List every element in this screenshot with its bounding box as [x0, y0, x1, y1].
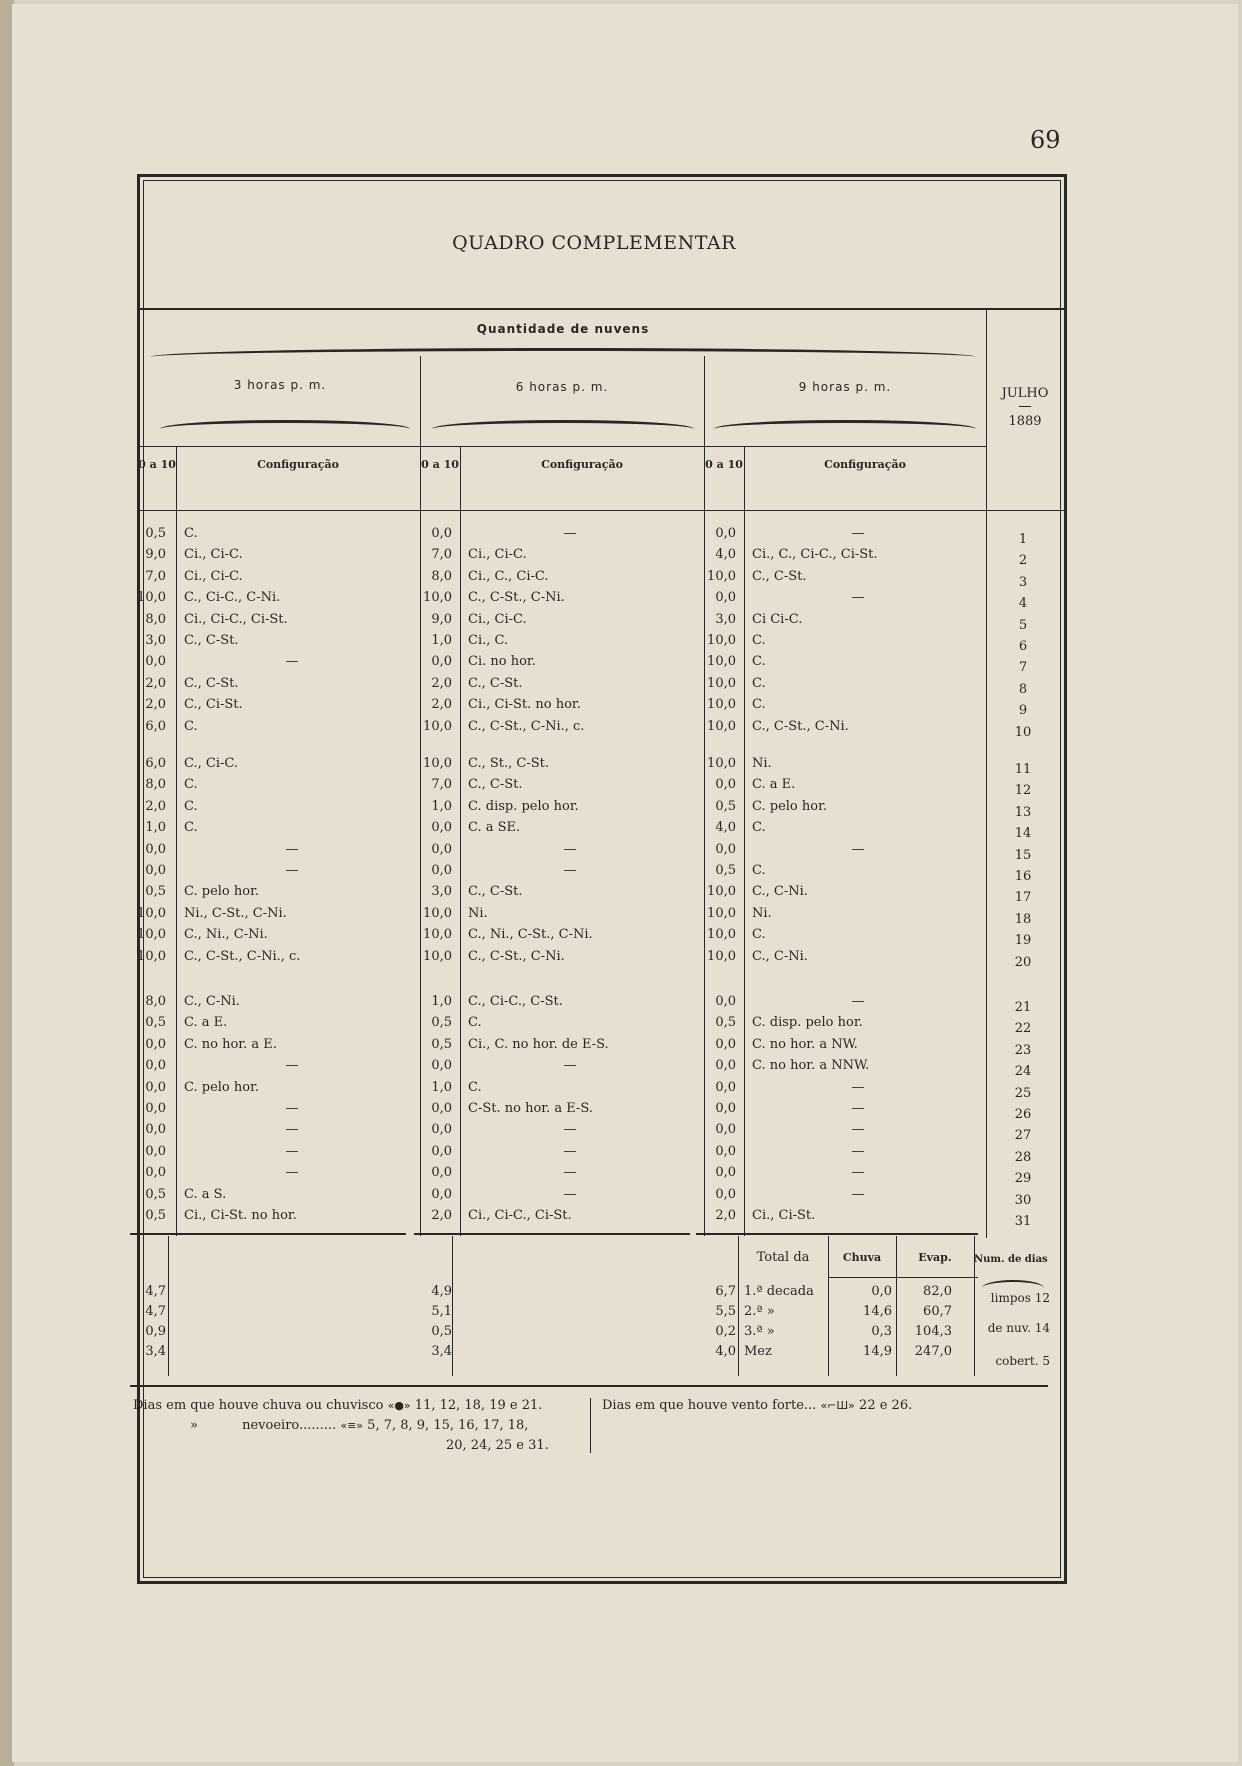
footer-fog-days-1: 5, 7, 8, 9, 15, 16, 17, 18,: [367, 1418, 529, 1433]
config-3pm: C.: [184, 718, 198, 734]
config-3pm-dash: —: [285, 654, 299, 670]
config-6pm: C. disp. pelo hor.: [468, 798, 579, 814]
config-3pm: C., Ni., C-Ni.: [184, 927, 268, 943]
config-6pm: Ci. no hor.: [468, 654, 536, 670]
period-3pm-header: 3 horas p. m.: [233, 378, 327, 392]
day-number: 30: [1014, 1192, 1032, 1208]
scale-divider-2: [460, 446, 461, 1236]
avg-cloud-9pm: 4,0: [715, 1344, 736, 1359]
summary-rain: 14,9: [863, 1344, 892, 1359]
config-3pm: C. a E.: [184, 1015, 228, 1031]
config-3pm: C., C-St.: [184, 675, 239, 691]
day-number: 5: [1018, 617, 1028, 633]
cloud-6pm: 0,0: [431, 820, 452, 836]
day-number: 3: [1018, 574, 1028, 590]
config-6pm: C.: [468, 1079, 482, 1095]
cloud-9pm: 0,0: [715, 1143, 736, 1159]
cloud-6pm: 0,0: [431, 654, 452, 670]
summary-rain: 14,6: [863, 1304, 892, 1319]
config-6pm: C., C-St.: [468, 675, 523, 691]
config-6pm: Ci., C., Ci-C.: [468, 568, 549, 584]
day-number: 18: [1014, 911, 1032, 927]
footer-fog-days-2: 20, 24, 25 e 31.: [446, 1438, 549, 1453]
cloud-3pm: 8,0: [145, 611, 166, 627]
config-6pm: Ni.: [468, 905, 488, 921]
cloud-6pm: 0,0: [431, 1143, 452, 1159]
cloud-9pm: 0,5: [715, 863, 736, 878]
day-number: 1: [1018, 532, 1028, 547]
config-3pm: C.: [184, 798, 198, 814]
summary-divider-6pm: [452, 1236, 453, 1376]
config-9pm: C.: [752, 654, 766, 670]
config-3pm: Ci., Ci-C.: [184, 568, 243, 584]
cloud-9pm: 0,0: [715, 994, 736, 1009]
cloud-3pm: 10,0: [137, 948, 166, 964]
scale-header-6pm: 0 a 10: [421, 458, 459, 471]
avg-cloud-9pm: 5,5: [715, 1304, 736, 1319]
config-9pm-dash: —: [851, 1165, 865, 1181]
footer-rain-days: 11, 12, 18, 19 e 21.: [414, 1398, 543, 1413]
config-9pm: C.: [752, 633, 766, 648]
day-number: 10: [1014, 724, 1032, 740]
day-number: 11: [1014, 762, 1032, 777]
avg-cloud-6pm: 4,9: [431, 1284, 452, 1299]
config-9pm-dash: —: [851, 526, 865, 541]
cloud-3pm: 10,0: [137, 590, 166, 606]
config-3pm: C., C-Ni.: [184, 994, 240, 1009]
cloud-3pm: 2,0: [145, 697, 166, 713]
day-number: 13: [1014, 804, 1032, 820]
config-6pm: C., C-St., C-Ni., c.: [468, 718, 585, 734]
cloud-9pm: 0,0: [715, 777, 736, 793]
day-number: 2: [1018, 553, 1028, 569]
config-header-3pm: Configuração: [257, 458, 339, 471]
day-number: 4: [1018, 596, 1028, 612]
footer-fog-label: nevoeiro.........: [242, 1418, 337, 1433]
config-9pm: C.: [752, 863, 766, 878]
summary-period: Mez: [744, 1344, 772, 1359]
config-9pm: Ni.: [752, 756, 772, 771]
footer-wind-label: Dias em que houve vento forte...: [602, 1398, 817, 1413]
config-3pm: C. a S.: [184, 1186, 227, 1202]
cloud-3pm: 3,0: [145, 633, 166, 648]
summary-days-count: cobert. 5: [995, 1354, 1050, 1368]
scale-divider-1: [176, 446, 177, 1236]
day-number: 6: [1018, 639, 1028, 654]
footer-rain-label: Dias em que houve chuva ou chuvisco: [133, 1398, 384, 1413]
day-number: 24: [1014, 1064, 1032, 1080]
month-column-divider: [986, 308, 987, 1238]
summary-days-count: limpos 12: [990, 1291, 1050, 1305]
cloud-9pm: 3,0: [715, 611, 736, 627]
cloud-3pm: 2,0: [145, 798, 166, 814]
day-number: 19: [1014, 933, 1032, 949]
summary-evap: 104,3: [914, 1324, 952, 1339]
cloud-6pm: 0,0: [431, 863, 452, 878]
cloud-3pm: 0,5: [145, 884, 166, 900]
cloud-9pm: 10,0: [707, 718, 736, 734]
avg-cloud-9pm: 0,2: [715, 1324, 736, 1339]
config-6pm: C., C-St., C-Ni.: [468, 948, 565, 964]
cloud-3pm: 6,0: [145, 718, 166, 734]
config-header-9pm: Configuração: [824, 458, 906, 471]
config-3pm: C.: [184, 526, 198, 541]
summary-days-count: de nuv. 14: [987, 1321, 1050, 1335]
summary-rule-9pm: [696, 1233, 978, 1235]
config-6pm: Ci., C.: [468, 633, 509, 648]
config-3pm: C., Ci-St.: [184, 697, 243, 713]
cloud-6pm: 2,0: [431, 675, 452, 691]
cloud-6pm: 10,0: [423, 756, 452, 771]
config-9pm: C., C-Ni.: [752, 884, 808, 900]
day-number: 12: [1014, 783, 1032, 799]
footer-divider: [590, 1398, 591, 1453]
day-number: 8: [1018, 681, 1028, 697]
cloud-9pm: 10,0: [707, 884, 736, 900]
day-number: 14: [1014, 826, 1032, 842]
summary-rain-label: Chuva: [842, 1251, 882, 1264]
summary-evap: 82,0: [923, 1284, 952, 1299]
config-9pm-dash: —: [851, 994, 865, 1009]
config-6pm-dash: —: [563, 526, 577, 541]
config-6pm: Ci., Ci-C.: [468, 547, 527, 563]
cloud-9pm: 0,0: [715, 1036, 736, 1052]
cloud-6pm: 10,0: [423, 718, 452, 734]
cloud-3pm: 8,0: [145, 777, 166, 793]
cloud-3pm: 0,0: [145, 1143, 166, 1159]
config-9pm: C., C-St.: [752, 568, 807, 584]
config-9pm: C. a E.: [752, 777, 796, 793]
cloud-3pm: 0,0: [145, 841, 166, 857]
config-9pm: Ci., C., Ci-C., Ci-St.: [752, 547, 878, 563]
config-9pm: Ci., Ci-St.: [752, 1208, 816, 1223]
day-number: 7: [1018, 660, 1028, 676]
period-6pm-header: 6 horas p. m.: [515, 380, 609, 394]
cloud-9pm: 0,0: [715, 1101, 736, 1116]
config-9pm: C. no hor. a NW.: [752, 1036, 858, 1052]
day-number: 27: [1014, 1128, 1032, 1144]
config-3pm: C., C-St.: [184, 633, 239, 648]
avg-cloud-3pm: 0,9: [145, 1324, 166, 1339]
config-3pm: C. no hor. a E.: [184, 1036, 277, 1052]
cloud-9pm: 0,5: [715, 798, 736, 814]
year-label: 1889: [1008, 414, 1042, 429]
config-9pm: C., C-St., C-Ni.: [752, 718, 849, 734]
config-9pm: Ni.: [752, 905, 772, 921]
config-3pm: C. pelo hor.: [184, 884, 259, 900]
cloud-3pm: 0,0: [145, 1058, 166, 1074]
cloud-3pm: 10,0: [137, 927, 166, 943]
config-6pm-dash: —: [563, 1165, 577, 1181]
config-9pm: C.: [752, 675, 766, 691]
config-6pm-dash: —: [563, 841, 577, 857]
config-6pm: C., St., C-St.: [468, 756, 550, 771]
cloud-9pm: 0,0: [715, 1079, 736, 1095]
config-9pm-dash: —: [851, 1101, 865, 1116]
day-number: 22: [1014, 1021, 1032, 1037]
config-6pm: C., C-St.: [468, 777, 523, 793]
avg-cloud-3pm: 3,4: [145, 1344, 166, 1359]
summary-rule-6pm: [414, 1233, 690, 1235]
config-6pm: C., Ni., C-St., C-Ni.: [468, 927, 593, 943]
cloud-6pm: 0,0: [431, 1165, 452, 1181]
summary-rain: 0,0: [871, 1284, 892, 1299]
cloud-3pm: 0,0: [145, 1079, 166, 1095]
avg-cloud-6pm: 3,4: [431, 1344, 452, 1359]
cloud-6pm: 10,0: [423, 590, 452, 606]
config-6pm-dash: —: [563, 863, 577, 878]
cloud-9pm: 0,0: [715, 1165, 736, 1181]
cloud-6pm: 0,0: [431, 526, 452, 541]
cloud-9pm: 10,0: [707, 948, 736, 964]
header-bottom-rule: [140, 510, 1064, 511]
month-year-rule: [1019, 406, 1031, 407]
cloud-6pm: 0,0: [431, 1058, 452, 1074]
cloud-3pm: 0,5: [145, 1186, 166, 1202]
avg-cloud-3pm: 4,7: [145, 1284, 166, 1299]
day-number: 25: [1014, 1085, 1032, 1101]
config-9pm: C.: [752, 820, 766, 836]
cloud-9pm: 2,0: [715, 1208, 736, 1223]
cloud-6pm: 0,5: [431, 1036, 452, 1052]
day-number: 26: [1014, 1107, 1032, 1122]
config-9pm-dash: —: [851, 841, 865, 857]
cloud-3pm: 8,0: [145, 994, 166, 1009]
cloud-6pm: 0,0: [431, 1186, 452, 1202]
cloud-6pm: 9,0: [431, 611, 452, 627]
cloud-3pm: 6,0: [145, 756, 166, 771]
config-9pm: C., C-Ni.: [752, 948, 808, 964]
avg-cloud-6pm: 5,1: [431, 1304, 452, 1319]
config-3pm: Ni., C-St., C-Ni.: [184, 905, 287, 921]
config-3pm: C.: [184, 777, 198, 793]
summary-head-rule: [828, 1277, 978, 1278]
summary-days-label: Num. de dias: [974, 1254, 1048, 1265]
config-6pm: C., C-St., C-Ni.: [468, 590, 565, 606]
cloud-6pm: 10,0: [423, 905, 452, 921]
config-9pm-dash: —: [851, 1079, 865, 1095]
config-3pm: C.: [184, 820, 198, 836]
cloud-9pm: 10,0: [707, 675, 736, 691]
config-3pm-dash: —: [285, 1058, 299, 1074]
config-3pm: C., C-St., C-Ni., c.: [184, 948, 301, 964]
config-6pm: Ci., C. no hor. de E-S.: [468, 1036, 609, 1052]
cloud-6pm: 0,0: [431, 1122, 452, 1138]
cloud-9pm: 0,5: [715, 1015, 736, 1031]
cloud-6pm: 7,0: [431, 547, 452, 563]
group-header: Quantidade de nuvens: [476, 322, 650, 336]
config-9pm: C. pelo hor.: [752, 798, 827, 814]
summary-evap-label: Evap.: [918, 1251, 952, 1264]
scale-header-9pm: 0 a 10: [705, 458, 743, 471]
day-number: 29: [1014, 1171, 1032, 1187]
cloud-6pm: 7,0: [431, 777, 452, 793]
config-3pm: Ci., Ci-C.: [184, 547, 243, 563]
config-3pm-dash: —: [285, 1122, 299, 1138]
footer-wind-days: 22 e 26.: [859, 1398, 913, 1413]
cloud-3pm: 0,0: [145, 1101, 166, 1116]
cloud-3pm: 7,0: [145, 568, 166, 584]
cloud-3pm: 10,0: [137, 905, 166, 921]
config-header-6pm: Configuração: [541, 458, 623, 471]
cloud-6pm: 1,0: [431, 633, 452, 648]
cloud-9pm: 10,0: [707, 654, 736, 670]
scale-divider-3: [744, 446, 745, 1236]
cloud-9pm: 10,0: [707, 697, 736, 713]
cloud-6pm: 2,0: [431, 697, 452, 713]
page-number: 69: [1030, 126, 1061, 154]
config-6pm: C. a SE.: [468, 820, 521, 836]
config-3pm: Ci., Ci-St. no hor.: [184, 1208, 297, 1223]
footer-fog-prefix: »: [190, 1418, 198, 1433]
summary-total-label: Total da: [756, 1250, 810, 1265]
wind-symbol-icon: «⌐Ш»: [820, 1399, 855, 1412]
summary-rule-3pm: [130, 1233, 406, 1235]
avg-cloud-3pm: 4,7: [145, 1304, 166, 1319]
rain-symbol-icon: «●»: [387, 1399, 411, 1412]
footer-rule: [130, 1385, 1048, 1387]
cloud-9pm: 0,0: [715, 841, 736, 857]
cloud-3pm: 2,0: [145, 675, 166, 691]
cloud-9pm: 10,0: [707, 927, 736, 943]
config-9pm: C. no hor. a NNW.: [752, 1058, 870, 1074]
month-label: JULHO: [1001, 386, 1049, 401]
footer-wind-line: [602, 1396, 912, 1416]
config-6pm: C-St. no hor. a E-S.: [468, 1101, 593, 1116]
cloud-6pm: 10,0: [423, 927, 452, 943]
config-6pm: C.: [468, 1015, 482, 1031]
cloud-6pm: 0,0: [431, 841, 452, 857]
config-3pm: C. pelo hor.: [184, 1079, 259, 1095]
config-3pm: Ci., Ci-C., Ci-St.: [184, 611, 288, 627]
summary-evap: 247,0: [914, 1344, 952, 1359]
config-6pm-dash: —: [563, 1122, 577, 1138]
footer-rain-line: [133, 1396, 542, 1416]
cloud-9pm: 10,0: [707, 633, 736, 648]
summary-evap: 60,7: [923, 1304, 952, 1319]
day-number: 16: [1014, 869, 1032, 884]
cloud-6pm: 1,0: [431, 1079, 452, 1095]
cloud-3pm: 0,5: [145, 1015, 166, 1031]
config-9pm-dash: —: [851, 1186, 865, 1202]
period-9pm-header: 9 horas p. m.: [798, 380, 892, 394]
cloud-9pm: 0,0: [715, 590, 736, 606]
day-number: 23: [1014, 1042, 1032, 1058]
config-6pm: C., C-St.: [468, 884, 523, 900]
cloud-3pm: 0,5: [145, 1208, 166, 1223]
summary-rain: 0,3: [871, 1324, 892, 1339]
cloud-6pm: 8,0: [431, 568, 452, 584]
summary-period: 3.ª »: [744, 1324, 775, 1339]
config-9pm-dash: —: [851, 1143, 865, 1159]
cloud-3pm: 0,5: [145, 526, 166, 541]
cloud-6pm: 1,0: [431, 994, 452, 1009]
cloud-6pm: 0,0: [431, 1101, 452, 1116]
cloud-3pm: 0,0: [145, 863, 166, 878]
day-number: 28: [1014, 1149, 1032, 1165]
cloud-9pm: 4,0: [715, 547, 736, 563]
cloud-3pm: 1,0: [145, 820, 166, 836]
config-9pm: Ci Ci-C.: [752, 611, 803, 627]
summary-period: 1.ª decada: [744, 1284, 814, 1299]
cloud-9pm: 0,0: [715, 1058, 736, 1074]
cloud-6pm: 0,5: [431, 1015, 452, 1031]
cloud-3pm: 0,0: [145, 654, 166, 670]
day-number: 20: [1014, 954, 1032, 970]
config-9pm: C. disp. pelo hor.: [752, 1015, 863, 1031]
cloud-6pm: 3,0: [431, 884, 452, 900]
config-9pm: C.: [752, 697, 766, 713]
cloud-9pm: 10,0: [707, 568, 736, 584]
config-3pm-dash: —: [285, 1143, 299, 1159]
cloud-6pm: 10,0: [423, 948, 452, 964]
config-6pm-dash: —: [563, 1143, 577, 1159]
cloud-3pm: 9,0: [145, 547, 166, 563]
summary-period: 2.ª »: [744, 1304, 775, 1319]
cloud-9pm: 0,0: [715, 1186, 736, 1202]
config-3pm: C., Ci-C.: [184, 756, 238, 771]
cloud-3pm: 0,0: [145, 1122, 166, 1138]
cloud-9pm: 0,0: [715, 526, 736, 541]
scale-header-3pm: 0 a 10: [138, 458, 176, 471]
day-number: 31: [1014, 1214, 1032, 1229]
summary-divider-3pm: [168, 1236, 169, 1376]
cloud-3pm: 0,0: [145, 1036, 166, 1052]
config-6pm: Ci., Ci-C., Ci-St.: [468, 1208, 572, 1223]
config-3pm: C., Ci-C., C-Ni.: [184, 590, 281, 606]
config-6pm-dash: —: [563, 1186, 577, 1202]
day-number: 21: [1014, 1000, 1032, 1015]
config-3pm-dash: —: [285, 863, 299, 878]
day-number: 17: [1014, 890, 1032, 906]
config-6pm: C., Ci-C., C-St.: [468, 994, 563, 1009]
cloud-6pm: 1,0: [431, 798, 452, 814]
cloud-6pm: 2,0: [431, 1208, 452, 1223]
config-3pm-dash: —: [285, 1101, 299, 1116]
day-number: 9: [1018, 703, 1028, 719]
subheader-rule: [140, 446, 986, 447]
fog-symbol-icon: «≡»: [340, 1419, 364, 1432]
day-number: 15: [1014, 847, 1032, 863]
title-rule: [140, 308, 1064, 310]
avg-cloud-9pm: 6,7: [715, 1284, 736, 1299]
page-title: QUADRO COMPLEMENTAR: [452, 232, 736, 254]
cloud-9pm: 10,0: [707, 756, 736, 771]
config-6pm: Ci., Ci-St. no hor.: [468, 697, 581, 713]
cloud-9pm: 10,0: [707, 905, 736, 921]
config-6pm-dash: —: [563, 1058, 577, 1074]
avg-cloud-6pm: 0,5: [431, 1324, 452, 1339]
cloud-9pm: 0,0: [715, 1122, 736, 1138]
config-9pm-dash: —: [851, 590, 865, 606]
config-3pm-dash: —: [285, 1165, 299, 1181]
config-3pm-dash: —: [285, 841, 299, 857]
config-9pm: C.: [752, 927, 766, 943]
cloud-3pm: 0,0: [145, 1165, 166, 1181]
config-6pm: Ci., Ci-C.: [468, 611, 527, 627]
footer-fog-line: [190, 1416, 528, 1436]
cloud-9pm: 4,0: [715, 820, 736, 836]
config-9pm-dash: —: [851, 1122, 865, 1138]
